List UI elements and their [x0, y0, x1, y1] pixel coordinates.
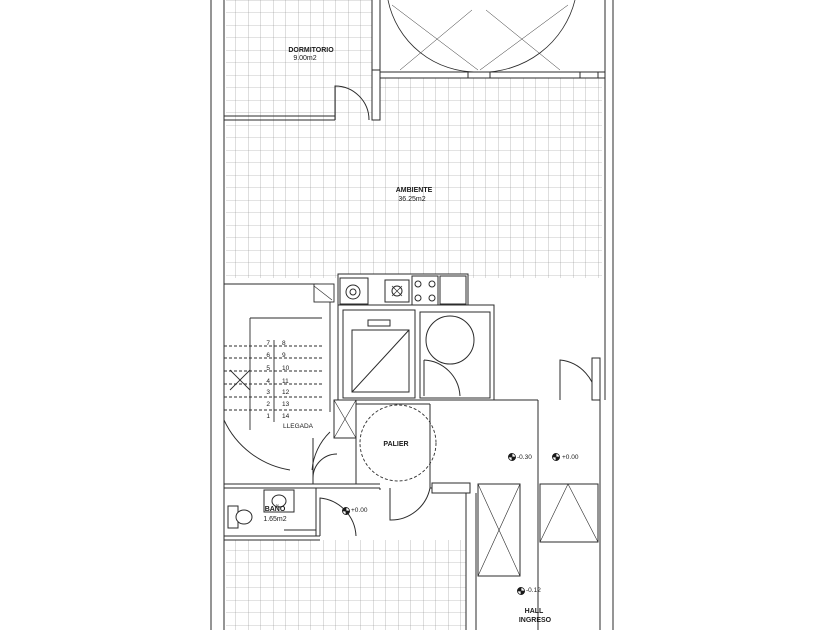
level-label-palier: -0.30	[517, 454, 532, 461]
stair-number: 8	[282, 340, 286, 347]
stair-number: 4	[266, 378, 270, 385]
stair-number: 14	[282, 413, 290, 420]
room-name-palier: PALIER	[383, 441, 409, 448]
room-name-hall-2: INGRESO	[518, 617, 552, 624]
room-name-dormitorio: DORMITORIO	[288, 47, 334, 54]
level-label-hall: -0.12	[526, 587, 541, 594]
room-name-hall: HALL	[524, 608, 544, 615]
stair-number: 13	[282, 401, 290, 408]
level-label-bano: +0.00	[351, 507, 368, 514]
kitchen-counter	[338, 274, 468, 306]
room-area-dormitorio: 9.00m2	[293, 55, 317, 62]
room-area-ambiente: 36.25m2	[398, 196, 426, 203]
level-label-hall-upper: +0.00	[562, 454, 579, 461]
stair-number: 12	[282, 389, 290, 396]
stair-number: 1	[266, 413, 270, 420]
appliance-block	[338, 305, 494, 400]
stair-number: 3	[266, 389, 270, 396]
stair-arrival-label: LLEGADA	[283, 423, 313, 430]
level-marker-bano	[343, 508, 350, 515]
stair-number: 11	[282, 378, 289, 385]
level-marker-palier	[509, 454, 516, 461]
room-name-ambiente: AMBIENTE	[395, 187, 433, 194]
stair-number: 7	[266, 340, 270, 347]
room-name-bano: BAÑO	[264, 506, 286, 513]
level-marker-hall-upper	[553, 454, 560, 461]
stair-number: 2	[266, 401, 270, 408]
stair-number: 10	[282, 365, 290, 372]
stair-number: 5	[266, 365, 270, 372]
level-marker-hall	[518, 588, 525, 595]
stair-number: 9	[282, 352, 286, 359]
stair-number: 6	[266, 352, 270, 359]
room-area-bano: 1.65m2	[263, 516, 287, 523]
